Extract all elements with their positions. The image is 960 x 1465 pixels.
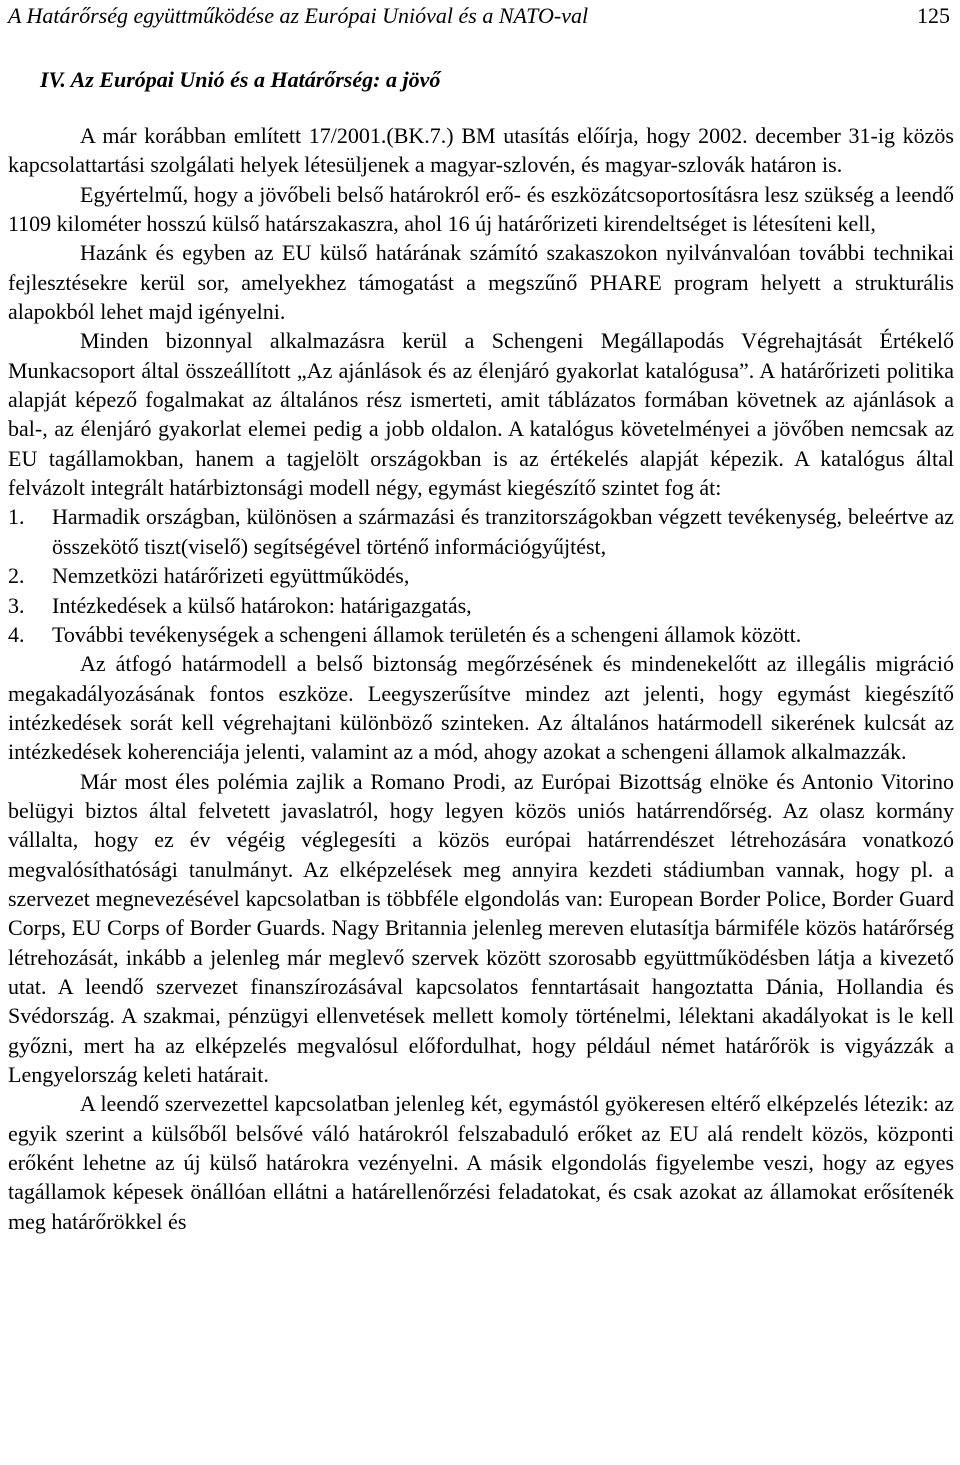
list-item-text: Intézkedések a külső határokon: határigazgatás, — [52, 592, 472, 618]
page-number: 125 — [917, 3, 950, 28]
paragraph: Az átfogó határmodell a belső biztonság megőrzésének és mindenekelőtt az illegális migráció megakadályozásának fontos eszköze. Leegyszerűsítve mindez azt jelenti, hogy egymást kiegészítő intézkedések sorát kell végrehajtani különböző szinteken. Az általános határmodell sikerének kulcsát az intézkedések koherenciája jelenti, valamint az a mód, ahogy azokat a schengeni államok alkalmazzák. — [8, 651, 954, 765]
numbered-list — [8, 502, 954, 649]
paragraph: Minden bizonnyal alkalmazásra kerül a Schengeni Megállapodás Végrehajtását Értékelő Munkacsoport által összeállított „Az ajánlások és az élenjáró gyakorlat katalógusa”. A határőrizeti politika alapját képező fogalmakat az általános rész ismerteti, amit táblázatos formában követnek az ajánlások a bal-, az élenjáró gyakorlat elemei pedig a jobb oldalon. A katalógus követelményei a jövőben nemcsak az EU tagállamokban, hanem a tagjelölt országokban is az értékelés alapját képezik. A katalógus által felvázolt integrált határbiztonsági modell négy, egymást kiegészítő szintet fog át: — [8, 328, 954, 501]
running-header-title: A Határőrség együttműködése az Európai Unióval és a NATO-val — [8, 3, 589, 28]
list-item-text: További tevékenységek a schengeni államok területén és a schengeni államok között. — [52, 621, 802, 647]
paragraph: Már most éles polémia zajlik a Romano Prodi, az Európai Bizottság elnöke és Antonio Vitorino belügyi biztos által felvetett javaslatról, hogy legyen közös uniós határrendőrség. Az olasz kormány vállalta, hogy ez év végéig véglegesíti a közös európai határrendészet létrehozására vonatkozó megvalósíthatósági tanulmányt. Az elképzelések meg annyira kezdeti stádiumban vannak, hogy pl. a szervezet megnevezésével kapcsolatban is többféle elgondolás van: European Border Police, Border Guard Corps, EU Corps of Border Guards. Nagy Britannia jelenleg mereven elutasítja bármiféle közös határőrség létrehozását, inkább a jelenleg már meglevő szervek között szorosabb együttműködésben látja a kivezető utat. A leendő szervezet finanszírozásával kapcsolatos fenntartásait hangoztatta Dánia, Hollandia és Svédország. A szakmai, pénzügyi ellenvetések mellett komoly történelmi, lélektani akadályokat is le kell győzni, mert ha az elképzelés megvalósul előfordulhat, hogy például német határőrök is vigyázzák a Lengyelország keleti határait. — [8, 768, 954, 1087]
paragraph: Hazánk és egyben az EU külső határának számító szakaszokon nyilvánvalóan további technikai fejlesztésekre kerül sor, amelyekhez támogatást a megszűnő PHARE program helyett a strukturális alapokból lehet majd igényelni. — [8, 240, 954, 325]
body-text — [8, 121, 954, 1236]
list-item — [8, 561, 954, 590]
list-item-text: Harmadik országban, különösen a származási és tranzitországokban végzett tevékenység, beleértve az összekötő tiszt(viselő) segítségével történő információgyűjtést, — [52, 504, 954, 559]
list-item-number: 3. — [8, 592, 25, 618]
list-item — [8, 502, 954, 561]
running-header — [8, 0, 954, 41]
paragraph: Egyértelmű, hogy a jövőbeli belső határokról erő- és eszközátcsoportosításra lesz szükség a leendő 1109 kilométer hosszú külső határszakaszra, ahol 16 új határőrizeti kirendeltséget is létesíteni kell, — [8, 181, 954, 237]
paragraph: A már korábban említett 17/2001.(BK.7.) BM utasítás előírja, hogy 2002. december 31-ig közös kapcsolattartási szolgálati helyek létesüljenek a magyar-szlovén, és magyar-szlovák határon is. — [8, 123, 954, 178]
list-item — [8, 591, 954, 620]
list-item-number: 2. — [8, 563, 25, 589]
document-page — [8, 0, 954, 1236]
list-item-text: Nemzetközi határőrizeti együttműködés, — [52, 563, 410, 589]
list-item-number: 1. — [8, 504, 25, 530]
paragraph: A leendő szervezettel kapcsolatban jelenleg két, egymástól gyökeresen eltérő elképzelés létezik: az egyik szerint a külsőből belsővé váló határokról felszabaduló erőket az EU alá rendelt közös, központi erőként lehetne az új külső határokra vezényelni. A másik elgondolás figyelembe veszi, hogy az egyes tagállamok képesek önállóan ellátni a határellenőrzési feladatokat, és csak azokat az államokat erősítenék meg határőrökkel és — [8, 1091, 954, 1234]
list-item-number: 4. — [8, 621, 25, 647]
list-item — [8, 620, 954, 649]
section-heading: IV. Az Európai Unió és a Határőrség: a jövő — [40, 67, 441, 92]
